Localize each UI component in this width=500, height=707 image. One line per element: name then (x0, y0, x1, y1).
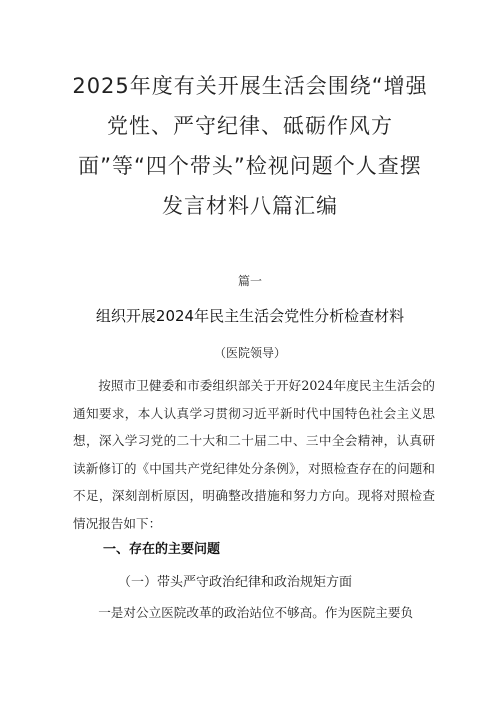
first-point-paragraph: 一是对公立医院改革的政治站位不够高。作为医院主要负 (98, 605, 414, 620)
heading-level2: （一）带头严守政治纪律和政治规矩方面 (118, 575, 353, 590)
section-subtitle: 组织开展2024年民主生活会党性分析检查材料 (95, 307, 405, 325)
intro-paragraph: 按照市卫健委和市委组织部关于开好2024年度民主生活会的通知要求，本人认真学习贯彻习近平新时代中国特色社会主义思想，深入学习党的二十大和二十届二中、三中全会精神，认真研读新修订的《中国共产党纪律处分条例》，对照检查存在的问题和不足，深刻剖析原因，明确整改措施和努力方向。现将对照检查情况报告如下： (73, 378, 435, 531)
author-note: （医院领导） (213, 346, 286, 360)
document-title: 2025年度有关开展生活会围绕“增强党性、严守纪律、砥砺作风方面”等“四个带头”检视问题个人查摆发言材料八篇汇编 (72, 74, 428, 218)
section-number: 篇一 (237, 274, 262, 288)
heading-level1: 一、存在的主要问题 (103, 542, 221, 557)
